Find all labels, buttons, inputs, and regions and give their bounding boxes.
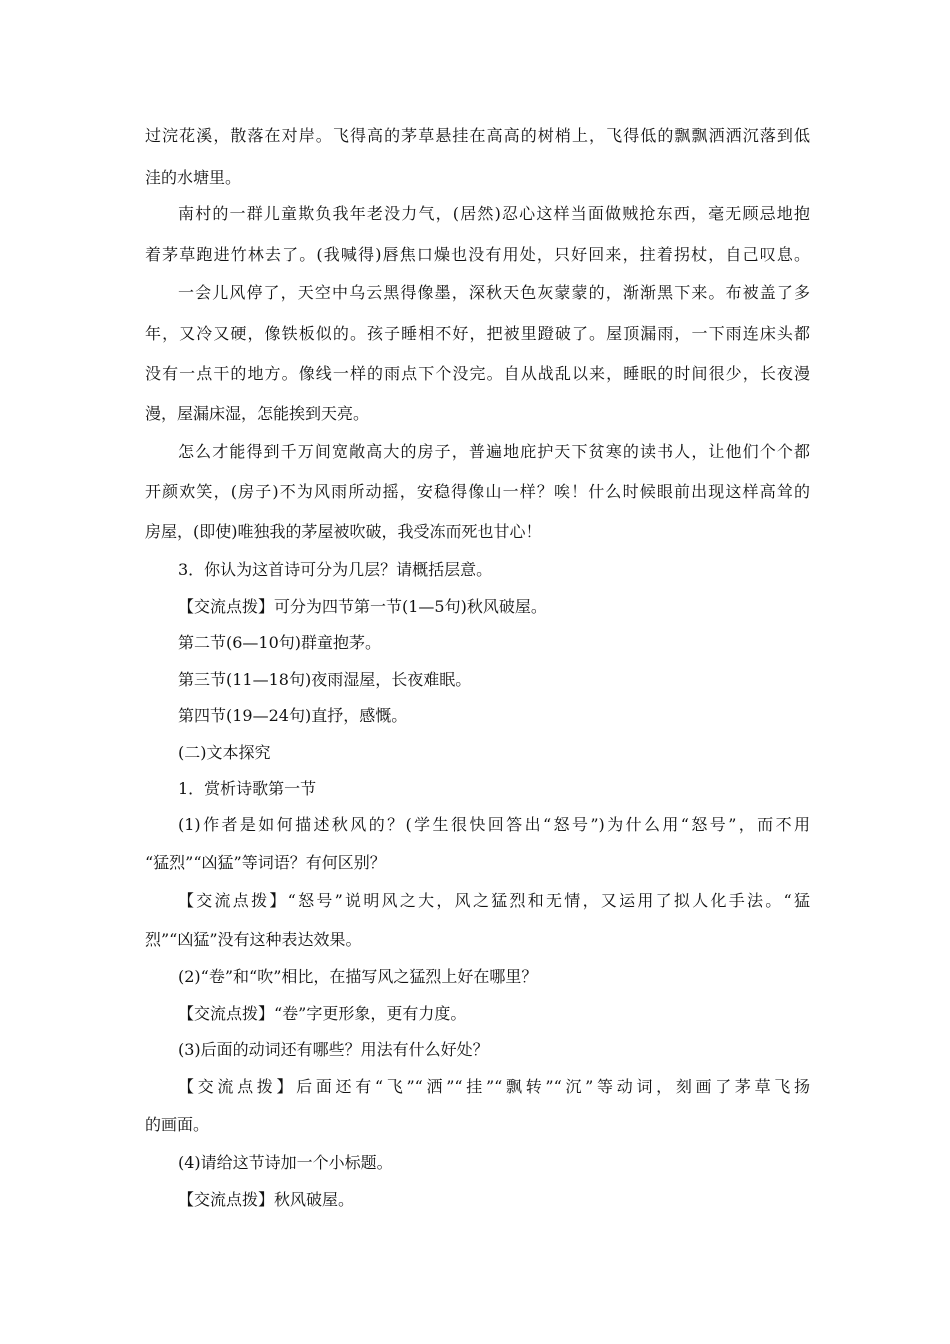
answer-line: 【交流点拨】后面还有“飞”“洒”“挂”“飘转”“沉”等动词，刻画了茅草飞扬 [178, 1077, 810, 1096]
answer-line: 第三节(11—18句)夜雨湿屋，长夜难眠。 [178, 670, 472, 689]
subsection-heading: 1．赏析诗歌第一节 [178, 779, 317, 798]
question-line: (4)请给这节诗加一个小标题。 [178, 1153, 393, 1172]
text-line: 开颜欢笑，(房子)不为风雨所动摇，安稳得像山一样？唉！什么时候眼前出现这样高耸的 [145, 482, 810, 501]
text-line: 没有一点干的地方。像线一样的雨点下个没完。自从战乱以来，睡眠的时间很少，长夜漫 [145, 364, 810, 383]
answer-line: 【交流点拨】秋风破屋。 [178, 1190, 355, 1209]
answer-line: 【交流点拨】“怒号”说明风之大，风之猛烈和无情，又运用了拟人化手法。“猛 [178, 891, 810, 910]
question-line: (1)作者是如何描述秋风的？(学生很快回答出“怒号”)为什么用“怒号”，而不用 [178, 815, 810, 834]
answer-line: 第四节(19—24句)直抒，感慨。 [178, 706, 408, 725]
answer-line: 【交流点拨】可分为四节第一节(1—5句)秋风破屋。 [178, 597, 547, 616]
text-line: 南村的一群儿童欺负我年老没力气，(居然)忍心这样当面做贼抢东西，毫无顾忌地抱 [178, 204, 810, 223]
question-line: (3)后面的动词还有哪些？用法有什么好处？ [178, 1040, 489, 1059]
text-line: 过浣花溪，散落在对岸。飞得高的茅草悬挂在高高的树梢上，飞得低的飘飘洒洒沉落到低 [145, 126, 810, 145]
question-line: (2)“卷”和“吹”相比，在描写风之猛烈上好在哪里？ [178, 967, 538, 986]
text-line: 漫，屋漏床湿，怎能挨到天亮。 [145, 404, 370, 423]
answer-line: 的画面。 [145, 1115, 210, 1134]
text-line: 洼的水塘里。 [145, 168, 242, 187]
text-line: 房屋，(即使)唯独我的茅屋被吹破，我受冻而死也甘心！ [145, 522, 542, 541]
answer-line: 烈”“凶猛”没有这种表达效果。 [145, 930, 362, 949]
text-line: 一会儿风停了，天空中乌云黑得像墨，深秋天色灰蒙蒙的，渐渐黑下来。布被盖了多 [178, 283, 810, 302]
text-line: 着茅草跑进竹林去了。(我喊得)唇焦口燥也没有用处，只好回来，拄着拐杖，自己叹息。 [145, 245, 810, 264]
answer-line: 第二节(6—10句)群童抱茅。 [178, 633, 382, 652]
question-line: “猛烈”“凶猛”等词语？有何区别？ [145, 853, 386, 872]
text-line: 年，又冷又硬，像铁板似的。孩子睡相不好，把被里蹬破了。屋顶漏雨，一下雨连床头都 [145, 324, 810, 343]
section-heading: (二)文本探究 [178, 743, 271, 762]
question-heading: 3．你认为这首诗可分为几层？请概括层意。 [178, 560, 493, 579]
text-line: 怎么才能得到千万间宽敞高大的房子，普遍地庇护天下贫寒的读书人，让他们个个都 [178, 442, 810, 461]
answer-line: 【交流点拨】“卷”字更形象，更有力度。 [178, 1004, 467, 1023]
